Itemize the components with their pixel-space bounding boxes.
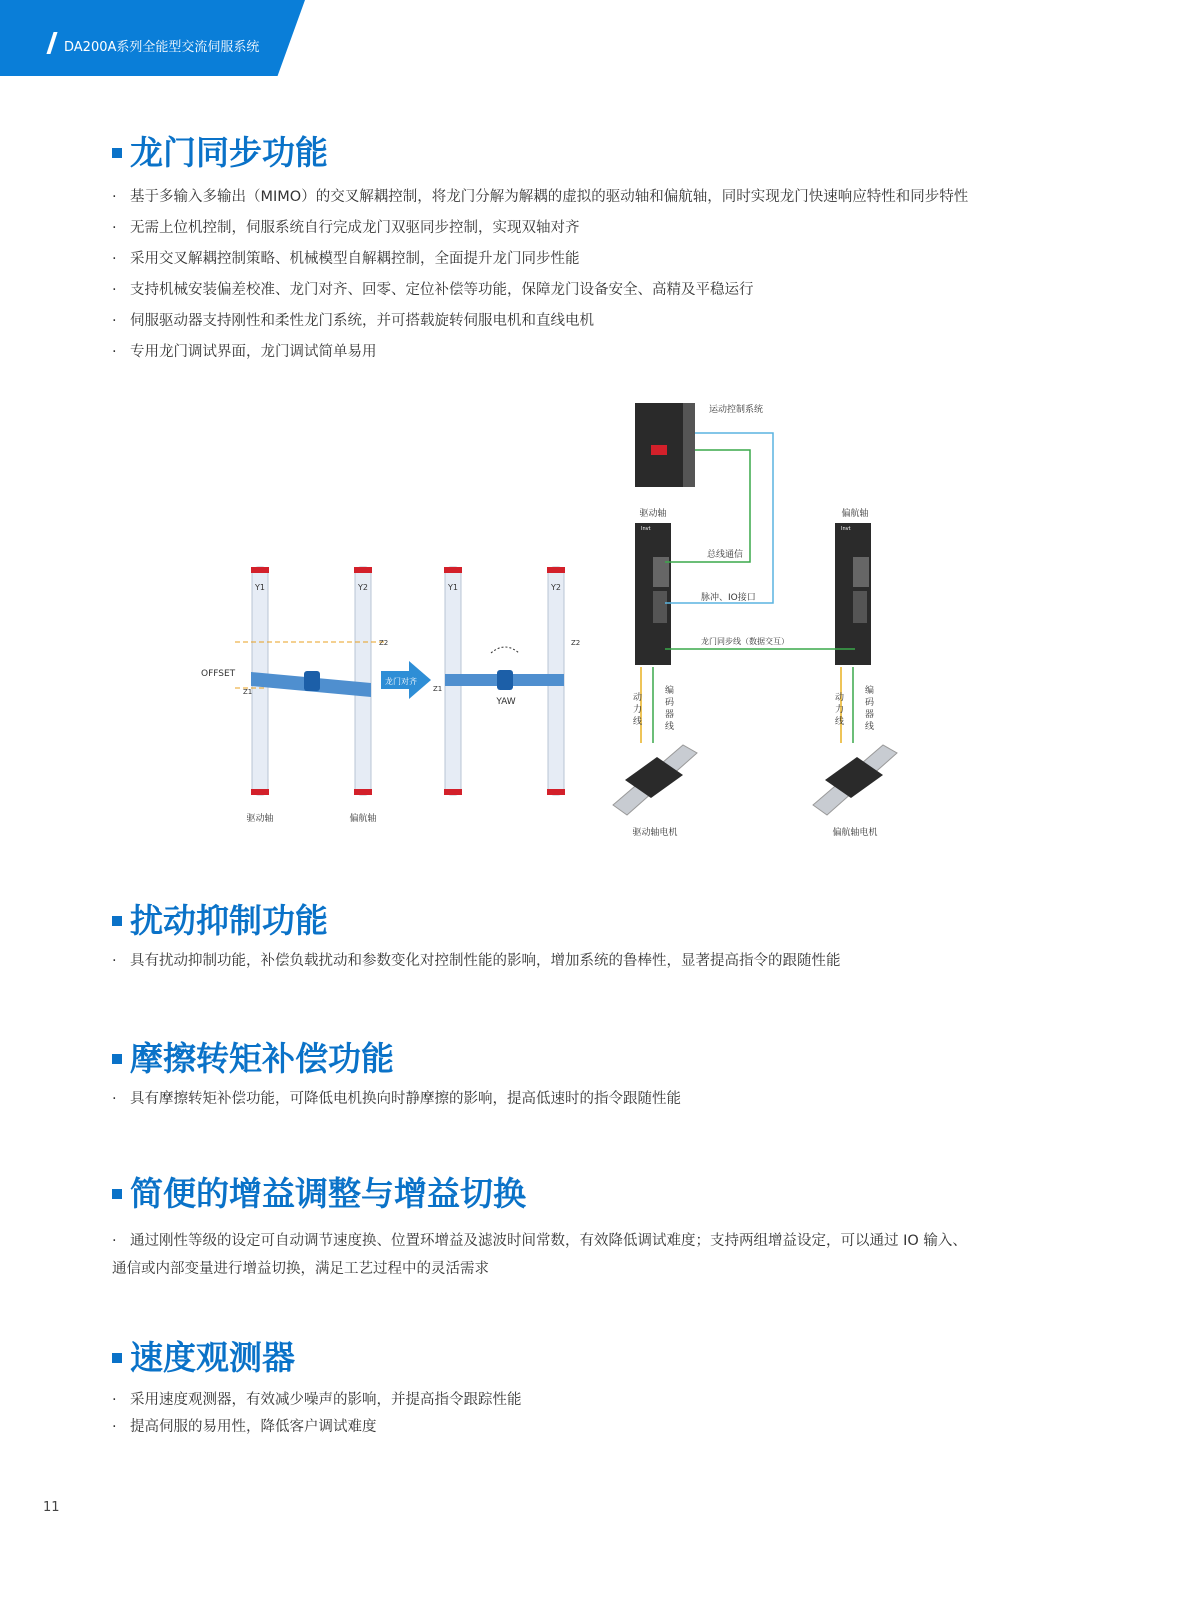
page-number: 11 — [43, 1500, 60, 1515]
title-square-icon — [112, 916, 122, 926]
label-pulse-io: 脉冲、IO接口 — [701, 593, 756, 603]
slider-block — [304, 671, 320, 691]
rail-cap — [251, 567, 269, 573]
title-square-icon — [112, 1189, 122, 1199]
encoder-line-label-right — [865, 684, 874, 732]
label-z1: Z1 — [433, 685, 443, 693]
brand-label: Invt — [641, 526, 651, 532]
section-friction — [112, 1034, 1072, 1115]
bullet-icon: · — [112, 344, 117, 360]
svg-text:码: 码 — [865, 698, 875, 708]
label-motion-ctrl: 运动控制系统 — [709, 405, 764, 415]
list-item: · 无需上位机控制，伺服系统自行完成龙门双驱同步控制，实现双轴对齐 — [112, 213, 1072, 244]
svg-text:器: 器 — [865, 710, 875, 720]
section-gain — [112, 1169, 1072, 1283]
svg-text:力: 力 — [835, 705, 845, 715]
list-item: · 支持机械安装偏差校准、龙门对齐、回零、定位补偿等功能，保障龙门设备安全、高精及平稳运行 — [112, 275, 1072, 306]
label-yaw-axis: 偏航轴 — [349, 814, 377, 824]
section-title: 龙门同步功能 — [112, 128, 1072, 172]
rail-cap — [444, 567, 462, 573]
gantry-sync-diagram — [195, 395, 915, 855]
svg-text:线: 线 — [665, 722, 675, 732]
motion-controller — [635, 403, 763, 487]
label-z2: Z2 — [379, 639, 389, 647]
list-item: · 具有摩擦转矩补偿功能，可降低电机换向时静摩擦的影响，提高低速时的指令跟随性能 — [112, 1084, 1072, 1115]
label-offset: OFFSET — [201, 669, 236, 679]
list-item: · 基于多输入多输出（MIMO）的交叉解耦控制，将龙门分解为解耦的虚拟的驱动轴和偏航轴，同时实现龙门快速响应特性和同步特性 — [112, 182, 1072, 213]
label-drive-axis: 驱动轴 — [246, 814, 274, 824]
label-z1: Z1 — [243, 688, 253, 696]
controller-indicator — [651, 445, 667, 455]
bullet-icon: · — [112, 1419, 117, 1435]
svg-text:线: 线 — [835, 717, 845, 727]
encoder-line-label-left — [665, 684, 674, 732]
rail-cap — [547, 567, 565, 573]
slider-block — [497, 670, 513, 690]
drive-axis-motor — [613, 745, 697, 838]
gantry-before — [201, 567, 388, 824]
rail-cap — [444, 789, 462, 795]
label-y1: Y1 — [255, 583, 265, 592]
rail-cap — [354, 789, 372, 795]
header-title: DA200A系列全能型交流伺服系统 — [64, 40, 260, 55]
section-disturbance — [112, 896, 1072, 977]
rail-y2 — [355, 567, 371, 795]
list-item: · 提高伺服的易用性，降低客户调试难度 — [112, 1414, 1072, 1441]
power-line-label-right — [835, 691, 844, 727]
svg-text:编: 编 — [865, 686, 875, 696]
section-gantry-sync — [112, 128, 1072, 368]
label-align: 龙门对齐 — [385, 677, 417, 686]
gain-paragraph: · 通过刚性等级的设定可自动调节速度换、位置环增益及滤波时间常数，有效降低调试难度；支持两组增益设定，可以通过 IO 输入、 — [112, 1227, 1072, 1255]
list-item: · 采用速度观测器，有效减少噪声的影响，并提高指令跟踪性能 — [112, 1387, 1072, 1414]
rail-cap — [354, 567, 372, 573]
list-item: · 伺服驱动器支持刚性和柔性龙门系统，并可搭载旋转伺服电机和直线电机 — [112, 306, 1072, 337]
title-square-icon — [112, 1054, 122, 1064]
gain-paragraph-line2: 通信或内部变量进行增益切换，满足工艺过程中的灵活需求 — [112, 1261, 489, 1277]
list-item: · 具有扰动抑制功能，补偿负载扰动和参数变化对控制性能的影响，增加系统的鲁棒性，显著提高指令的跟随性能 — [112, 946, 1072, 977]
servo-connector — [653, 591, 667, 623]
gantry-after — [433, 567, 580, 795]
section-speed-observer — [112, 1333, 1072, 1441]
brand-label: Invt — [841, 526, 851, 532]
drive-axis-servo — [635, 507, 671, 665]
svg-text:器: 器 — [665, 710, 675, 720]
svg-text:码: 码 — [665, 698, 675, 708]
controller-ports — [683, 403, 695, 487]
bullet-icon: · — [112, 282, 117, 298]
bullet-icon: · — [112, 251, 117, 267]
label-sync-line: 龙门同步线（数据交互） — [701, 637, 789, 646]
section-title: 简便的增益调整与增益切换 — [112, 1169, 1072, 1213]
label-bus-comm: 总线通信 — [707, 550, 744, 560]
bullet-list — [112, 182, 1072, 368]
svg-text:线: 线 — [865, 722, 875, 732]
bullet-icon: · — [112, 220, 117, 236]
label-y1: Y1 — [448, 583, 458, 592]
svg-text:动: 动 — [633, 693, 643, 703]
bullet-icon: · — [112, 189, 117, 205]
yaw-axis-motor — [813, 745, 897, 838]
bullet-icon: · — [112, 313, 117, 329]
bullet-icon: · — [112, 1233, 117, 1249]
label-yaw-axis-servo: 偏航轴 — [841, 509, 869, 519]
section-title: 扰动抑制功能 — [112, 896, 1072, 940]
svg-text:力: 力 — [633, 705, 643, 715]
label-drive-axis-servo: 驱动轴 — [639, 509, 667, 519]
bullet-icon: · — [112, 1392, 117, 1408]
section-title: 速度观测器 — [112, 1333, 1072, 1377]
bullet-icon: · — [112, 953, 117, 969]
power-line-label-left — [633, 691, 642, 727]
label-z2: Z2 — [571, 639, 581, 647]
bullet-list — [112, 1387, 1072, 1441]
svg-text:动: 动 — [835, 693, 845, 703]
list-item: · 专用龙门调试界面，龙门调试简单易用 — [112, 337, 1072, 368]
bullet-list — [112, 1084, 1072, 1115]
label-y2: Y2 — [358, 583, 368, 592]
label-yaw: YAW — [496, 697, 516, 707]
rotation-icon — [491, 647, 519, 653]
svg-text:编: 编 — [665, 686, 675, 696]
yaw-axis-servo — [835, 507, 871, 665]
rail-cap — [251, 789, 269, 795]
list-item: · 采用交叉解耦控制策略、机械模型自解耦控制，全面提升龙门同步性能 — [112, 244, 1072, 275]
label-drive-motor: 驱动轴电机 — [632, 828, 678, 838]
title-square-icon — [112, 1353, 122, 1363]
label-y2: Y2 — [551, 583, 561, 592]
servo-connector — [853, 591, 867, 623]
svg-text:线: 线 — [633, 717, 643, 727]
label-yaw-motor: 偏航轴电机 — [832, 828, 878, 838]
rail-cap — [547, 789, 565, 795]
section-title: 摩擦转矩补偿功能 — [112, 1034, 1072, 1078]
bullet-list — [112, 946, 1072, 977]
title-square-icon — [112, 148, 122, 158]
align-arrow — [381, 661, 431, 699]
bullet-icon: · — [112, 1091, 117, 1107]
servo-port — [853, 557, 869, 587]
